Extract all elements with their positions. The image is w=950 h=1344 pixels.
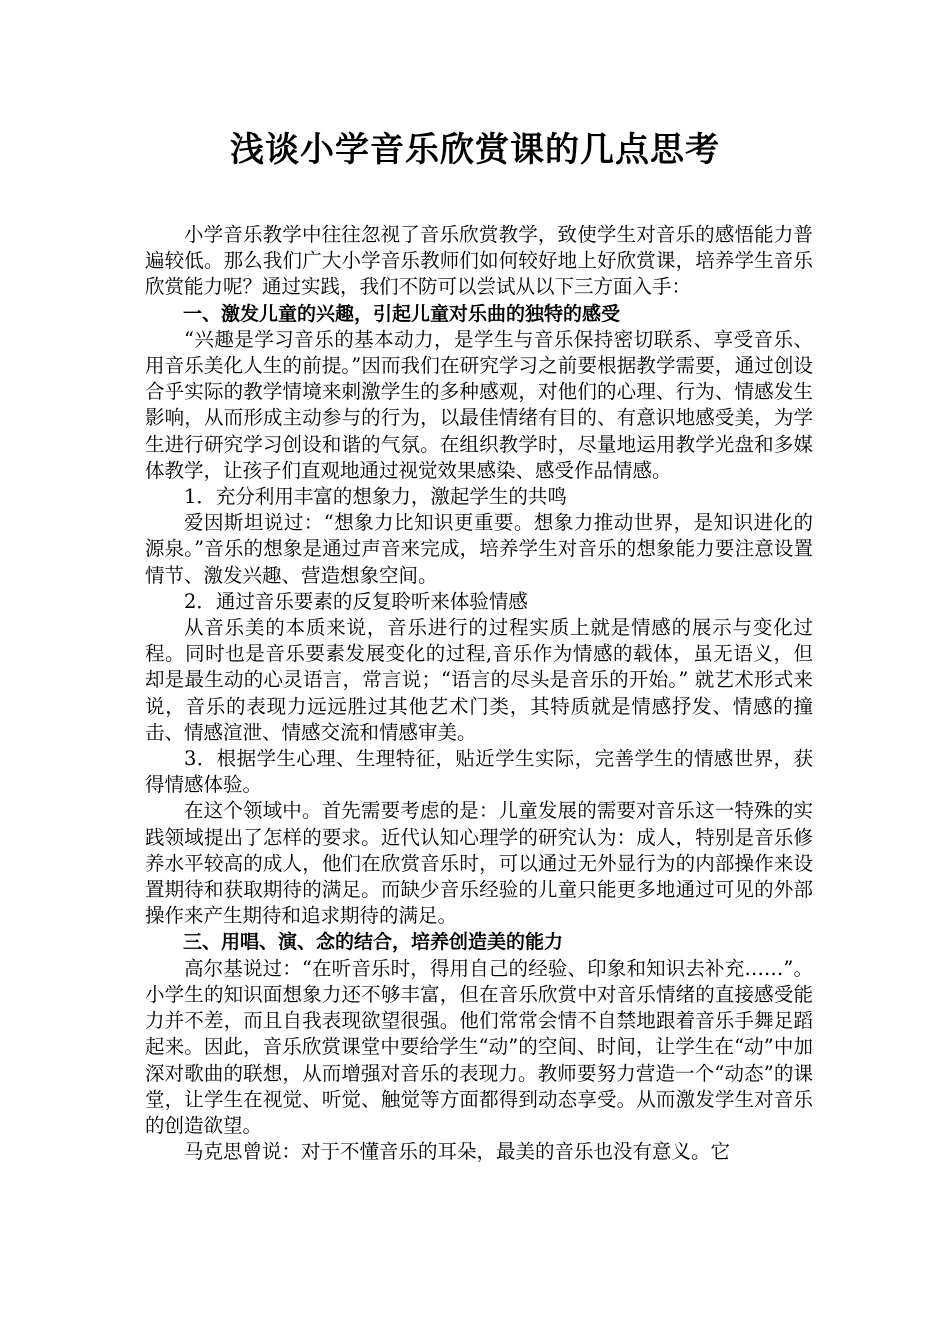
section3-heading: 三、用唱、演、念的结合，培养创造美的能力 (183, 931, 564, 954)
item2-paragraph: 从音乐美的本质来说，音乐进行的过程实质上就是情感的展示与变化过程。同时也是音乐要素发展变化的过程,音乐作为情感的载体，虽无语义，但却是最生动的心灵语言，常言说；“语言的尽头是音乐的开始。” 就艺术形式来说，音乐的表现力远远胜过其他艺术门类，其特质就是情感抒发、情感的撞击、情感渲泄、情感交流和情感审美。 (145, 616, 813, 744)
section1-paragraph: “兴趣是学习音乐的基本动力，是学生与音乐保持密切联系、享受音乐、用音乐美化人生的前提。”因而我们在研究学习之前要根据教学需要，通过创设合乎实际的教学情境来刺激学生的多种感观，对他们的心理、行为、情感发生影响，从而形成主动参与的行为，以最佳情绪有目的、有意识地感受美，为学生进行研究学习创设和谐的气氛。在组织教学时，尽量地运用教学光盘和多媒体教学，让孩子们直观地通过视觉效果感染、感受作品情感。 (145, 327, 813, 482)
section3-paragraph-2: 马克思曾说：对于不懂音乐的耳朵，最美的音乐也没有意义。它 (184, 1140, 731, 1164)
item2-title: 2．通过音乐要素的反复聆听来体验情感 (184, 589, 528, 613)
document-title: 浅谈小学音乐欣赏课的几点思考 (230, 130, 720, 170)
section3-paragraph-1: 高尔基说过：“在听音乐时，得用自己的经验、印象和知识去补充……”。小学生的知识面想象力还不够丰富，但在音乐欣赏中对音乐情绪的直接感受能力并不差，而且自我表现欲望很强。他们常常会情不自禁地跟着音乐手舞足蹈起来。因此，音乐欣赏课堂中要给学生“动”的空间、时间，让学生在“动”中加深对歌曲的联想，从而增强对音乐的表现力。教师要努力营造一个“动态”的课堂，让学生在视觉、听觉、触觉等方面都得到动态享受。从而激发学生对音乐的创造欲望。 (145, 956, 813, 1137)
item1-paragraph: 爱因斯坦说过：“想象力比知识更重要。想象力推动世界，是知识进化的源泉。”音乐的想象是通过声音来完成，培养学生对音乐的想象能力要注意设置情节、激发兴趣、营造想象空间。 (145, 511, 813, 587)
item3-title: 3．根据学生心理、生理特征，贴近学生实际，完善学生的情感世界，获得情感体验。 (145, 747, 813, 797)
document-body (145, 222, 813, 1165)
item1-title: 1．充分利用丰富的想象力，激起学生的共鸣 (184, 485, 567, 509)
section1-heading: 一、激发儿童的兴趣，引起儿童对乐曲的独特的感受 (183, 302, 621, 325)
item3-paragraph: 在这个领域中。首先需要考虑的是：儿童发展的需要对音乐这一特殊的实践领域提出了怎样的要求。近代认知心理学的研究认为：成人，特别是音乐修养水平较高的成人，他们在欣赏音乐时，可以通过无外显行为的内部操作来设置期待和获取期待的满足。而缺少音乐经验的儿童只能更多地通过可见的外部操作来产生期待和追求期待的满足。 (145, 799, 813, 928)
intro-paragraph: 小学音乐教学中往往忽视了音乐欣赏教学，致使学生对音乐的感悟能力普遍较低。那么我们广大小学音乐教师们如何较好地上好欣赏课，培养学生音乐欣赏能力呢？通过实践，我们不防可以尝试从以下三方面入手： (145, 223, 813, 299)
